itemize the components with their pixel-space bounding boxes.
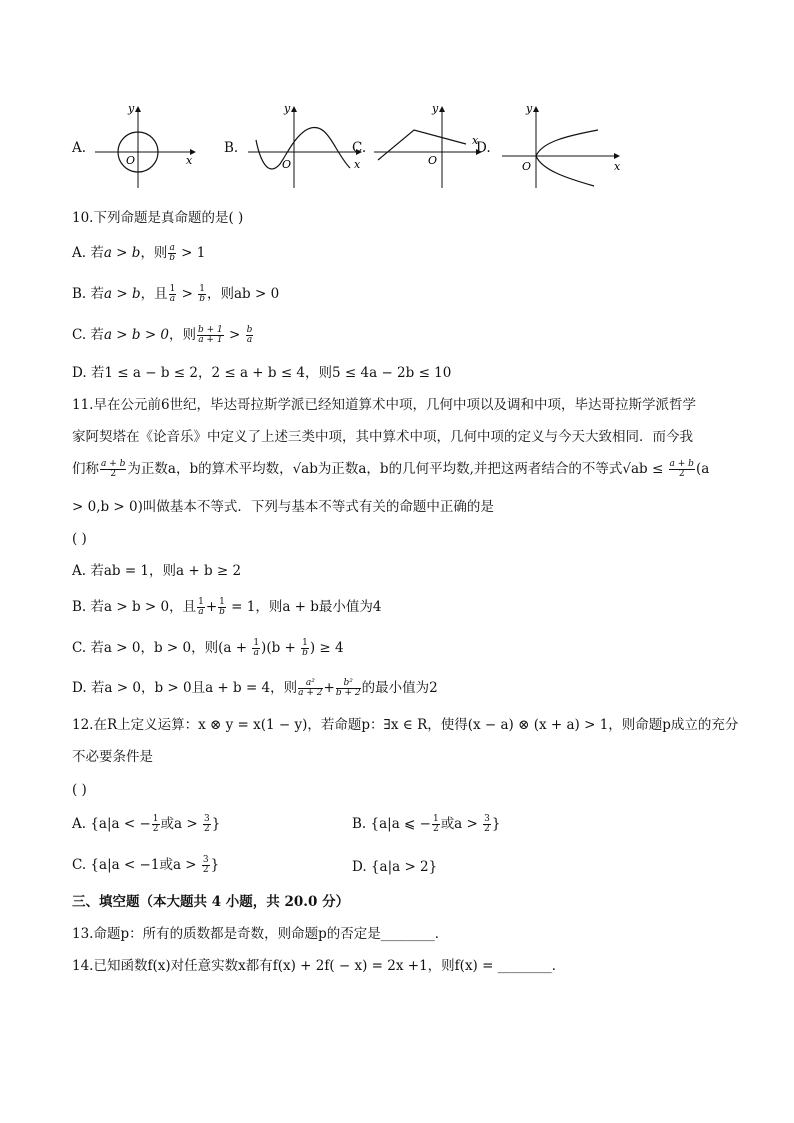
denominator: 2 [432, 824, 439, 834]
text: A. {a|a < − [72, 816, 151, 832]
numerator: a [169, 243, 175, 253]
axis-y-label: y [526, 102, 533, 115]
fraction [483, 815, 491, 834]
fraction [169, 285, 177, 304]
numerator: 3 [484, 814, 490, 824]
denominator: 2 [110, 469, 117, 479]
fraction [298, 679, 322, 698]
text: )(b + [261, 640, 301, 656]
q12-option-d: D. {a|a > 2} [352, 859, 438, 875]
q12-option-a [72, 815, 220, 834]
axis-y-label: y [128, 102, 135, 115]
axis-x-label: x [186, 154, 193, 167]
fraction [100, 460, 126, 479]
text: a > b [104, 286, 141, 302]
numerator: b [246, 325, 253, 335]
denominator: 2 [678, 469, 685, 479]
text: } [491, 816, 501, 832]
axis-x-label: x [354, 158, 361, 171]
q11-line1: 11.早在公元前6世纪，毕达哥拉斯学派已经知道算术中项，几何中项以及调和中项，毕达哥拉斯学派哲学 [72, 397, 697, 413]
text: 的最小值为2 [361, 680, 438, 696]
numerator: 1 [198, 597, 204, 607]
q11-line3 [72, 460, 709, 479]
numerator: a + b [669, 459, 694, 469]
text: ，则 [140, 245, 168, 261]
text: ，则 [169, 327, 197, 343]
text: D. 若a > 0，b > 0且a + b = 4，则 [72, 680, 298, 696]
denominator: a + 2 [298, 688, 323, 698]
axis-x-label: x [614, 160, 621, 173]
text: a > b [103, 245, 141, 261]
fraction: $\frac{1}{b}$ [219, 597, 225, 617]
text: (a [695, 461, 710, 477]
text: } [210, 857, 220, 873]
fraction [152, 815, 160, 834]
q10-option-d: D. 若1 ≤ a − b ≤ 2，2 ≤ a + b ≤ 4，则5 ≤ 4a − 2b ≤ 10 [72, 365, 452, 381]
text: ，则ab > 0 [206, 286, 280, 302]
numerator: b + 1 [198, 325, 223, 335]
parabola-graph [496, 100, 636, 195]
fraction [198, 285, 206, 304]
graph-option-label: D. [476, 140, 491, 156]
numerator: 1 [432, 814, 439, 824]
q14: 14.已知函数f(x)对任意实数x都有f(x) + 2f( − x) = 2x +1，则f(x) = ________． [72, 958, 566, 974]
text: C. 若 [72, 327, 104, 343]
text: ) ≥ 4 [309, 640, 344, 656]
denominator: 2 [484, 824, 490, 834]
numerator: b² [336, 679, 361, 689]
text: a > b > 0 [103, 327, 170, 343]
denominator: a [169, 294, 176, 304]
fraction [336, 679, 361, 698]
denominator: 2 [203, 824, 210, 834]
graph-option-label: A. [72, 140, 87, 156]
q10-stem: 10.下列命题是真命题的是( ) [72, 210, 244, 226]
text: ，且 [140, 286, 168, 302]
text: > [224, 327, 245, 343]
text: > 1 [176, 245, 206, 261]
text: C. 若a > 0，b > 0，则 [72, 640, 219, 656]
q12-paren: ( ) [72, 782, 87, 798]
fraction [168, 244, 175, 263]
fraction [669, 460, 695, 479]
origin-label: O [522, 160, 532, 173]
numerator: 1 [219, 597, 225, 607]
fraction: $\frac{1}{b}$ [302, 638, 308, 658]
text: 们称 [72, 461, 99, 477]
denominator: b [169, 253, 175, 263]
q11-option-b: B. 若a > b > 0，且 $\frac{1}{a}$ + $\frac{1}{b}$ = 1，则a + b最小值为4 [72, 597, 382, 617]
fraction [203, 815, 211, 834]
fraction [246, 326, 254, 345]
q11-option-c [72, 639, 344, 658]
numerator: a + b [101, 459, 126, 469]
graph-options-row [70, 100, 630, 195]
text: A. 若 [72, 245, 104, 261]
numerator: 1 [152, 814, 159, 824]
numerator: 3 [203, 814, 210, 824]
numerator: 1 [253, 638, 260, 648]
fraction [432, 815, 440, 834]
axis-y-label: y [284, 102, 291, 115]
numerator: a² [298, 679, 322, 689]
fraction [197, 326, 224, 345]
q12-option-c [72, 856, 219, 875]
q12-option-b [352, 815, 500, 834]
denominator: a + 1 [198, 335, 223, 345]
fraction [202, 856, 210, 875]
numerator: 3 [202, 855, 209, 865]
circle-graph [90, 100, 230, 195]
axis-y-label: y [432, 102, 439, 115]
origin-label: O [126, 154, 136, 167]
text: = 1，则a + b最小值为4 [226, 599, 382, 615]
text: (a + [218, 640, 252, 656]
q10-option-c [72, 326, 254, 345]
q12-line2: 不必要条件是 [72, 749, 153, 765]
text: B. 若 [72, 286, 105, 302]
graph-option-label: C. [352, 140, 367, 156]
text: 或a > [160, 816, 202, 832]
q11-option-d: D. 若a > 0，b > 0且a + b = 4，则 $\frac{\text{a²}}{a + 2}$ + $\frac{\text{b²}}{b + 2}$ 的最小值为2 [72, 678, 438, 698]
text: B. {a|a ⩽ − [352, 816, 431, 832]
text: C. {a|a < −1或a > [72, 857, 201, 873]
q13: 13.命题p：所有的质数都是奇数，则命题p的否定是________． [72, 926, 449, 942]
q12-line1: 12.在R上定义运算：x ⊗ y = x(1 − y)，若命题p：∃x ∈ R，使得(x − a) ⊗ (x + a) > 1，则命题p成立的充分 [72, 717, 739, 733]
text: > [177, 286, 198, 302]
section-heading: 三、填空题（本大题共 4 小题，共 20.0 分） [72, 894, 350, 910]
q11-line2: 家阿契塔在《论音乐》中定义了上述三类中项，其中算术中项，几何中项的定义与今天大致相同．而今我 [72, 429, 693, 445]
denominator: a [246, 335, 253, 345]
graph-option-label: B. [224, 140, 239, 156]
numerator: 1 [169, 284, 176, 294]
text: 或a > [440, 816, 483, 832]
denominator: b + 2 [335, 688, 361, 698]
q10-option-b [72, 285, 279, 304]
q10-option-a [72, 244, 205, 263]
fraction: $\frac{1}{a}$ [253, 638, 260, 658]
numerator: 1 [302, 638, 308, 648]
denominator: 2 [202, 865, 209, 875]
text: B. 若a > b > 0，且 [72, 599, 197, 615]
q11-option-a: A. 若ab = 1，则a + b ≥ 2 [72, 563, 242, 579]
text: 为正数a，b的算术平均数，√ab为正数a，b的几何平均数,并把这两者结合的不等式√ab ≤ [127, 461, 668, 477]
text: } [211, 816, 221, 832]
origin-label: O [282, 158, 292, 171]
q11-paren: ( ) [72, 531, 87, 547]
denominator: b [199, 294, 205, 304]
denominator: 2 [152, 824, 159, 834]
origin-label: O [428, 154, 438, 167]
q11-line4: > 0,b > 0)叫做基本不等式．下列与基本不等式有关的命题中正确的是 [72, 499, 494, 515]
axis-x-label: x [472, 134, 479, 147]
numerator: 1 [199, 284, 205, 294]
fraction: $\frac{1}{a}$ [198, 597, 204, 617]
